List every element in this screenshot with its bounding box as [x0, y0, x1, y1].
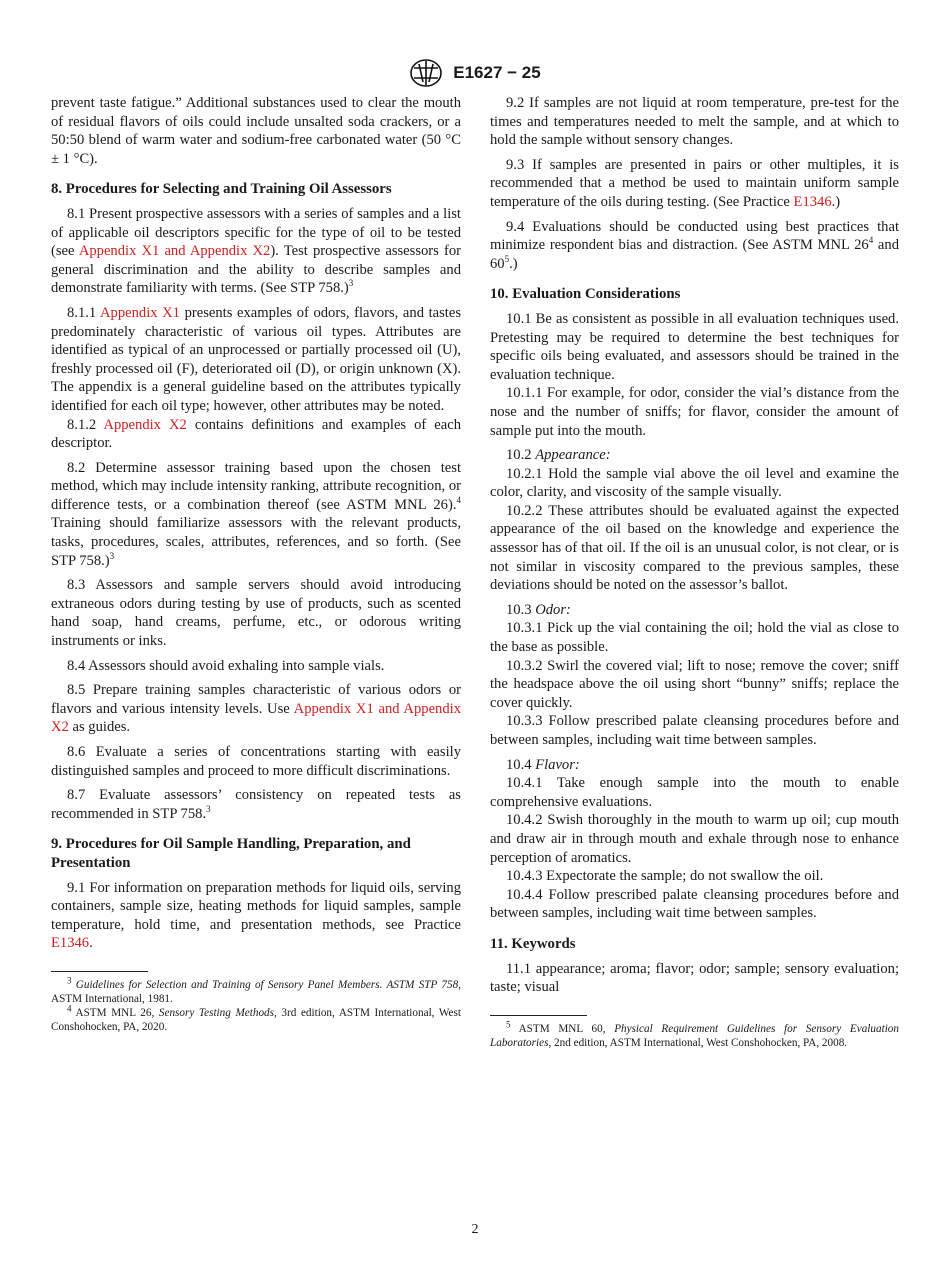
footnote-ref-4: 4	[456, 495, 461, 506]
paragraph-10-3-1: 10.3.1 Pick up the vial containing the oil; hold the vial as close to the base as possible.	[490, 620, 899, 656]
paragraph-8-6: 8.6 Evaluate a series of concentrations starting with easily distinguished samples and proceed to more difficult discriminations.	[51, 744, 461, 779]
paragraph-continuation: prevent taste fatigue.” Additional substances used to clear the mouth of residual flavors of oils could include unsalted soda crackers, or a 50:50 blend of warm water and sodium-free carbonated water (50 °C ± 1 °C).	[51, 95, 461, 167]
footnote-3: $^3$ Guidelines for Selection and Training of Sensory Panel Members. ASTM STP 758, ASTM International, 1981.	[51, 975, 461, 1005]
paragraph-10-4-1: 10.4.1 Take enough sample into the mouth to enable comprehensive evaluations.	[490, 775, 899, 810]
paragraph-10-1-1: 10.1.1 For example, for odor, consider the vial’s distance from the nose and the number of sniffs; for flavor, consider the amount of sample put into the mouth.	[490, 385, 899, 439]
footnote-divider	[490, 1015, 587, 1016]
footnote-divider	[51, 971, 148, 972]
footnote-5: $^5$ ASTM MNL 60, Physical Requirement Guidelines for Sensory Evaluation Laboratories, 2nd edition, ASTM International, West Conshohocken, PA, 2008.	[490, 1018, 899, 1049]
page-number: 2	[471, 1222, 479, 1237]
right-column	[490, 94, 899, 1050]
section-9-heading: 9. Procedures for Oil Sample Handling, Preparation, and Presentation	[51, 836, 411, 871]
paragraph-11-1: 11.1 appearance; aroma; flavor; odor; sample; sensory evaluation; taste; visual	[490, 960, 899, 996]
paragraph-10-4-3: 10.4.3 Expectorate the sample; do not swallow the oil.	[506, 868, 824, 885]
appendix-x1-x2-link[interactable]: Appendix X1 and Appendix X2	[51, 700, 461, 736]
paragraph-8-1-2: 8.1.2 Appendix X2 contains definitions and examples of each descriptor.	[51, 416, 462, 452]
paragraph-10-2-1: 10.2.1 Hold the sample vial above the oil level and examine the color, clarity, and viscosity of the sample visually.	[490, 465, 899, 501]
paragraph-8-4: 8.4 Assessors should avoid exhaling into sample vials.	[67, 657, 385, 674]
section-8-heading: 8. Procedures for Selecting and Training Oil Assessors	[51, 181, 392, 198]
paragraph-10-3-2: 10.3.2 Swirl the covered vial; lift to nose; remove the cover; sniff the headspace above the oil using short “bunny” sniffs; replace the cover quickly.	[490, 657, 899, 711]
paragraph-10-2: 10.2 Appearance:	[506, 447, 611, 464]
footnote-ref-3: 3	[348, 278, 354, 289]
left-column	[51, 94, 461, 1034]
paragraph-8-1-1: 8.1.1 Appendix X1 presents examples of odors, flavors, and tastes predominately characteristic of various oil types. Attributes are identified as typical of an unprocessed or partially processed oil (U), freshly processed oil (F), deteriorated oil (D), or origin unknown (X). The appendix is a general guideline based on the attributes typically identified for each oil type; however, other attributes may be noted.	[51, 304, 462, 414]
page-header	[0, 58, 950, 88]
paragraph-10-4-4: 10.4.4 Follow prescribed palate cleansing procedures before and between samples, including wait time between samples.	[490, 886, 899, 922]
e1346-link[interactable]: E1346	[793, 193, 832, 210]
paragraph-8-2: 8.2 Determine assessor training based upon the chosen test method, which may include intensity ranking, attribute recognition, or difference tests, or a combination thereof (see ASTM MNL 26).$^4$ Training should familiarize assessors with the relevant products, tasks, procedures, scales, attributes, references, and so forth. (See STP 758.)$^3$	[51, 459, 461, 569]
appendix-x1-link[interactable]: Appendix X1	[99, 304, 180, 321]
paragraph-8-1: 8.1 Present prospective assessors with a series of samples and a list of applicable oil descriptors specific for the type of oil to be tested (see Appendix X1 and Appendix X2). Test prospective assessors for general discrimination and the ability to describe samples and demonstrate familiarity with terms. (See STP 758.)$^3$	[51, 205, 461, 297]
paragraph-10-4-2: 10.4.2 Swish thoroughly in the mouth to warm up oil; cup mouth and draw air in through mouth and exhale through nose to enhance perception of aromatics.	[490, 812, 899, 866]
paragraph-10-3: 10.3 Odor:	[506, 601, 571, 618]
paragraph-10-2-2: 10.2.2 These attributes should be evaluated against the expected appearance of the oil based on the knowledge and experience the assessor has of that oil. If the oil is an unusual color, is not clear, or is not similar in viscosity compared to the previous samples, these deviations should be noted on the assessor’s ballot.	[490, 502, 899, 594]
paragraph-10-3-3: 10.3.3 Follow prescribed palate cleansing procedures before and between samples, including wait time between samples.	[490, 713, 899, 748]
footnote-ref-5: 5	[504, 253, 510, 264]
footnote-ref-4: 4	[868, 235, 874, 246]
paragraph-8-3: 8.3 Assessors and sample servers should avoid introducing extraneous odors during testing by use of products, such as scented hand soap, hand creams, perfume, etc., or odorous writing instruments or inks.	[51, 577, 461, 650]
astm-logo-icon	[409, 58, 443, 88]
paragraph-10-1: 10.1 Be as consistent as possible in all evaluation techniques used. Pretesting may be required to determine the best techniques for specific oils being evaluated, and assessors should be trained in the evaluation technique.	[490, 310, 899, 383]
footnote-ref-3: 3	[109, 550, 115, 561]
paragraph-9-2: 9.2 If samples are not liquid at room temperature, pre-test for the times and temperatures needed to melt the sample, and at which to hold the sample without sensory changes.	[490, 95, 899, 149]
paragraph-9-4: 9.4 Evaluations should be conducted using best practices that minimize respondent bias and distraction. (See ASTM MNL $26^4$ and $60^5$.)	[490, 218, 899, 272]
footnote-ref-3: 3	[206, 803, 211, 814]
appendix-x1-x2-link[interactable]: Appendix X1 and Appendix X2	[78, 243, 271, 260]
footnote-4: $^4$ ASTM MNL 26, Sensory Testing Methods, 3rd edition, ASTM International, West Conshohocken, PA, 2020.	[51, 1003, 461, 1033]
paragraph-8-5: 8.5 Prepare training samples characteristic of various odors or flavors and various intensity levels. Use Appendix X1 and Appendix X2 as guides.	[51, 682, 461, 736]
document-id: E1627 − 25	[453, 63, 541, 82]
e1346-link[interactable]: E1346	[51, 935, 90, 952]
section-10-heading: 10. Evaluation Considerations	[490, 286, 681, 303]
paragraph-10-4: 10.4 Flavor:	[506, 756, 580, 773]
appendix-x2-link[interactable]: Appendix X2	[103, 416, 187, 433]
paragraph-9-1: 9.1 For information on preparation methods for liquid oils, serving containers, sample size, heating methods for liquid samples, sample temperature, hold time, and presentation methods, see Practice E1346.	[51, 879, 461, 952]
paragraph-8-7: 8.7 Evaluate assessors’ consistency on repeated tests as recommended in STP 758.$^3$	[51, 787, 461, 822]
paragraph-9-3: 9.3 If samples are presented in pairs or other multiples, it is recommended that a method be used to maintain uniform sample temperature of the oils during testing. (See Practice E1346.)	[490, 156, 899, 210]
section-11-heading: 11. Keywords	[490, 935, 576, 952]
